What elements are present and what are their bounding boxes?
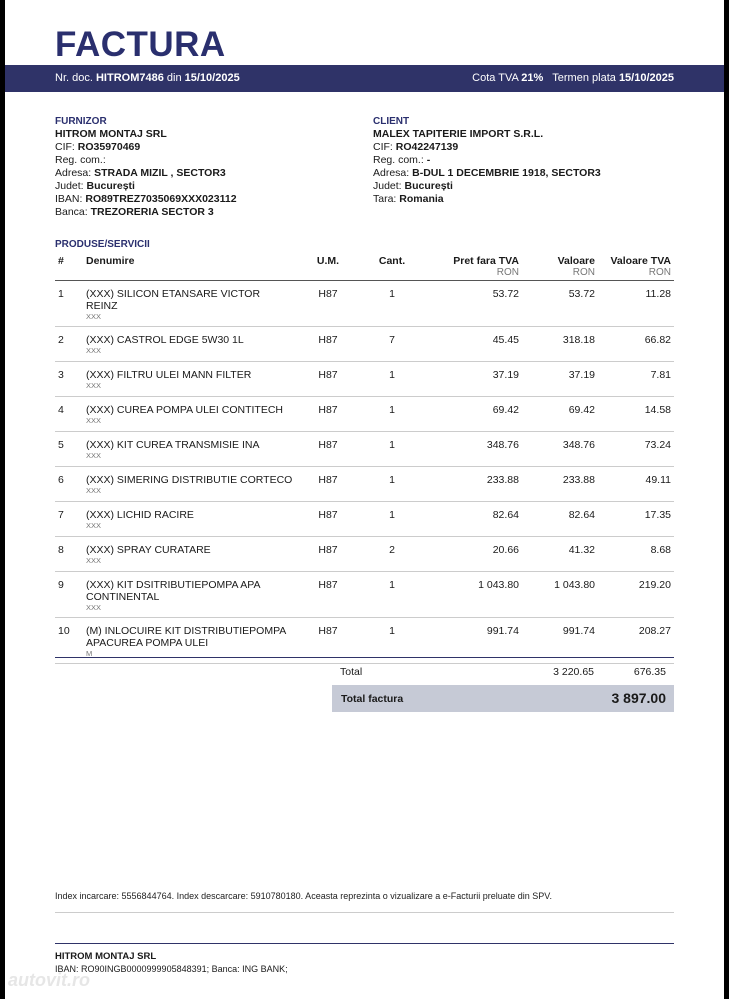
row-qty: 1 xyxy=(360,502,424,537)
col-name: Denumire xyxy=(83,252,296,281)
row-qty: 2 xyxy=(360,537,424,572)
supplier-section xyxy=(55,115,237,219)
row-name: (XXX) SILICON ETANSARE VICTOR REINZ XXX xyxy=(83,281,296,327)
supplier-address: Adresa: STRADA MIZIL , SECTOR3 xyxy=(55,167,226,179)
row-price: 45.45 xyxy=(424,327,522,362)
table-row xyxy=(55,537,674,572)
row-code: XXX xyxy=(86,556,102,565)
supplier-name: HITROM MONTAJ SRL xyxy=(55,128,167,140)
row-code: M xyxy=(86,649,93,658)
row-code: XXX xyxy=(86,603,102,612)
due-date: 15/10/2025 xyxy=(618,72,674,84)
invoice-total-box xyxy=(332,685,674,712)
row-index: 5 xyxy=(55,432,83,467)
row-code: XXX xyxy=(86,381,102,390)
row-name: (XXX) CUREA POMPA ULEI CONTITECH XXX xyxy=(83,397,296,432)
row-name: (XXX) SPRAY CURATARE XXX xyxy=(83,537,296,572)
invoice-page xyxy=(5,0,724,999)
row-value: 233.88 xyxy=(522,467,598,502)
supplier-iban: IBAN: RO89TREZ7035069XXX023112 xyxy=(55,193,237,205)
row-qty: 1 xyxy=(360,281,424,327)
row-index: 10 xyxy=(55,618,83,664)
row-vat: 17.35 xyxy=(598,502,674,537)
vat-term-line: Cota TVA 21% Termen plata 15/10/2025 xyxy=(472,72,674,84)
row-qty: 1 xyxy=(360,467,424,502)
row-name: (XXX) LICHID RACIRE XXX xyxy=(83,502,296,537)
row-um: H87 xyxy=(296,618,360,664)
client-reg: Reg. com.: - xyxy=(373,154,431,166)
row-index: 4 xyxy=(55,397,83,432)
table-row xyxy=(55,397,674,432)
client-name: MALEX TAPITERIE IMPORT S.R.L. xyxy=(373,128,544,140)
row-value: 69.42 xyxy=(522,397,598,432)
total-vat: 676.35 xyxy=(633,666,666,678)
row-um: H87 xyxy=(296,432,360,467)
client-country: Tara: Romania xyxy=(373,193,444,205)
row-vat: 14.58 xyxy=(598,397,674,432)
footer-company: HITROM MONTAJ SRL xyxy=(55,951,157,962)
row-name: (XXX) FILTRU ULEI MANN FILTER XXX xyxy=(83,362,296,397)
row-name: (XXX) SIMERING DISTRIBUTIE CORTECO XXX xyxy=(83,467,296,502)
invoice-total-label: Total factura xyxy=(341,693,404,705)
invoice-total-value: 3 897.00 xyxy=(611,690,666,706)
row-um: H87 xyxy=(296,327,360,362)
row-price: 991.74 xyxy=(424,618,522,664)
row-vat: 219.20 xyxy=(598,572,674,618)
row-code: XXX xyxy=(86,521,102,530)
invoice-header-band xyxy=(5,65,724,92)
table-row xyxy=(55,467,674,502)
products-table xyxy=(55,252,674,664)
supplier-header: FURNIZOR xyxy=(55,116,107,127)
table-row xyxy=(55,281,674,327)
row-value: 348.76 xyxy=(522,432,598,467)
row-um: H87 xyxy=(296,572,360,618)
row-vat: 11.28 xyxy=(598,281,674,327)
row-value: 318.18 xyxy=(522,327,598,362)
row-code: XXX xyxy=(86,486,102,495)
row-vat: 8.68 xyxy=(598,537,674,572)
row-um: H87 xyxy=(296,502,360,537)
row-qty: 1 xyxy=(360,432,424,467)
doc-date: 15/10/2025 xyxy=(184,72,240,84)
table-row xyxy=(55,432,674,467)
col-index: # xyxy=(55,252,83,281)
row-price: 1 043.80 xyxy=(424,572,522,618)
row-price: 82.64 xyxy=(424,502,522,537)
row-price: 20.66 xyxy=(424,537,522,572)
row-index: 1 xyxy=(55,281,83,327)
doc-number: HITROM7486 xyxy=(95,72,164,84)
row-price: 348.76 xyxy=(424,432,522,467)
table-row xyxy=(55,362,674,397)
row-um: H87 xyxy=(296,397,360,432)
col-um: U.M. xyxy=(296,252,360,281)
footer-divider-strong xyxy=(55,943,674,944)
supplier-cif: CIF: RO35970469 xyxy=(55,141,141,153)
row-um: H87 xyxy=(296,467,360,502)
doc-number-line: Nr. doc. HITROM7486 din 15/10/2025 xyxy=(55,72,240,84)
client-section xyxy=(373,115,601,206)
row-um: H87 xyxy=(296,281,360,327)
table-header-row xyxy=(55,252,674,281)
row-price: 53.72 xyxy=(424,281,522,327)
table-row xyxy=(55,502,674,537)
row-index: 3 xyxy=(55,362,83,397)
client-header: CLIENT xyxy=(373,116,410,127)
col-price: Pret fara TVA RON xyxy=(424,252,522,281)
col-qty: Cant. xyxy=(360,252,424,281)
footer-note: Index incarcare: 5556844764. Index descarcare: 5910780180. Aceasta reprezinta o vizualizare a e-Facturii preluate din SPV. xyxy=(55,891,552,901)
client-county: Judet: București xyxy=(373,180,453,192)
row-vat: 7.81 xyxy=(598,362,674,397)
client-cif: CIF: RO42247139 xyxy=(373,141,459,153)
row-code: XXX xyxy=(86,416,102,425)
row-name: (XXX) KIT DSITRIBUTIEPOMPA APA CONTINENTAL XXX xyxy=(83,572,296,618)
row-name: (XXX) KIT CUREA TRANSMISIE INA XXX xyxy=(83,432,296,467)
products-header: PRODUSE/SERVICII xyxy=(55,239,150,250)
row-vat: 73.24 xyxy=(598,432,674,467)
row-value: 53.72 xyxy=(522,281,598,327)
row-vat: 208.27 xyxy=(598,618,674,664)
row-price: 69.42 xyxy=(424,397,522,432)
row-index: 6 xyxy=(55,467,83,502)
supplier-bank: Banca: TREZORERIA SECTOR 3 xyxy=(55,206,214,218)
row-price: 233.88 xyxy=(424,467,522,502)
table-row xyxy=(55,572,674,618)
row-index: 8 xyxy=(55,537,83,572)
footer-divider xyxy=(55,912,674,913)
row-qty: 7 xyxy=(360,327,424,362)
row-value: 41.32 xyxy=(522,537,598,572)
total-divider xyxy=(55,657,674,658)
col-vat-value: Valoare TVA RON xyxy=(598,252,674,281)
supplier-reg: Reg. com.: xyxy=(55,154,106,166)
row-value: 82.64 xyxy=(522,502,598,537)
vat-rate: 21% xyxy=(521,72,544,84)
row-price: 37.19 xyxy=(424,362,522,397)
row-qty: 1 xyxy=(360,362,424,397)
table-row xyxy=(55,327,674,362)
row-code: XXX xyxy=(86,312,102,321)
col-value: Valoare RON xyxy=(522,252,598,281)
row-value: 1 043.80 xyxy=(522,572,598,618)
row-index: 2 xyxy=(55,327,83,362)
row-qty: 1 xyxy=(360,397,424,432)
total-label: Total xyxy=(340,666,363,678)
row-code: XXX xyxy=(86,346,102,355)
footer-iban: IBAN: RO90INGB0000999905848391; Banca: ING BANK; xyxy=(55,964,288,974)
row-qty: 1 xyxy=(360,572,424,618)
row-um: H87 xyxy=(296,537,360,572)
total-value: 3 220.65 xyxy=(553,666,594,678)
row-name: (XXX) CASTROL EDGE 5W30 1L XXX xyxy=(83,327,296,362)
row-um: H87 xyxy=(296,362,360,397)
row-value: 991.74 xyxy=(522,618,598,664)
invoice-title: FACTURA xyxy=(55,25,226,64)
row-vat: 66.82 xyxy=(598,327,674,362)
row-value: 37.19 xyxy=(522,362,598,397)
watermark-logo: autovit.ro xyxy=(8,970,91,990)
supplier-county: Judet: București xyxy=(55,180,135,192)
row-index: 9 xyxy=(55,572,83,618)
row-vat: 49.11 xyxy=(598,467,674,502)
row-qty: 1 xyxy=(360,618,424,664)
row-index: 7 xyxy=(55,502,83,537)
client-address: Adresa: B-DUL 1 DECEMBRIE 1918, SECTOR3 xyxy=(373,167,601,179)
row-code: XXX xyxy=(86,451,102,460)
row-name: (M) INLOCUIRE KIT DISTRIBUTIEPOMPA APACUREA POMPA ULEI M xyxy=(83,618,296,664)
